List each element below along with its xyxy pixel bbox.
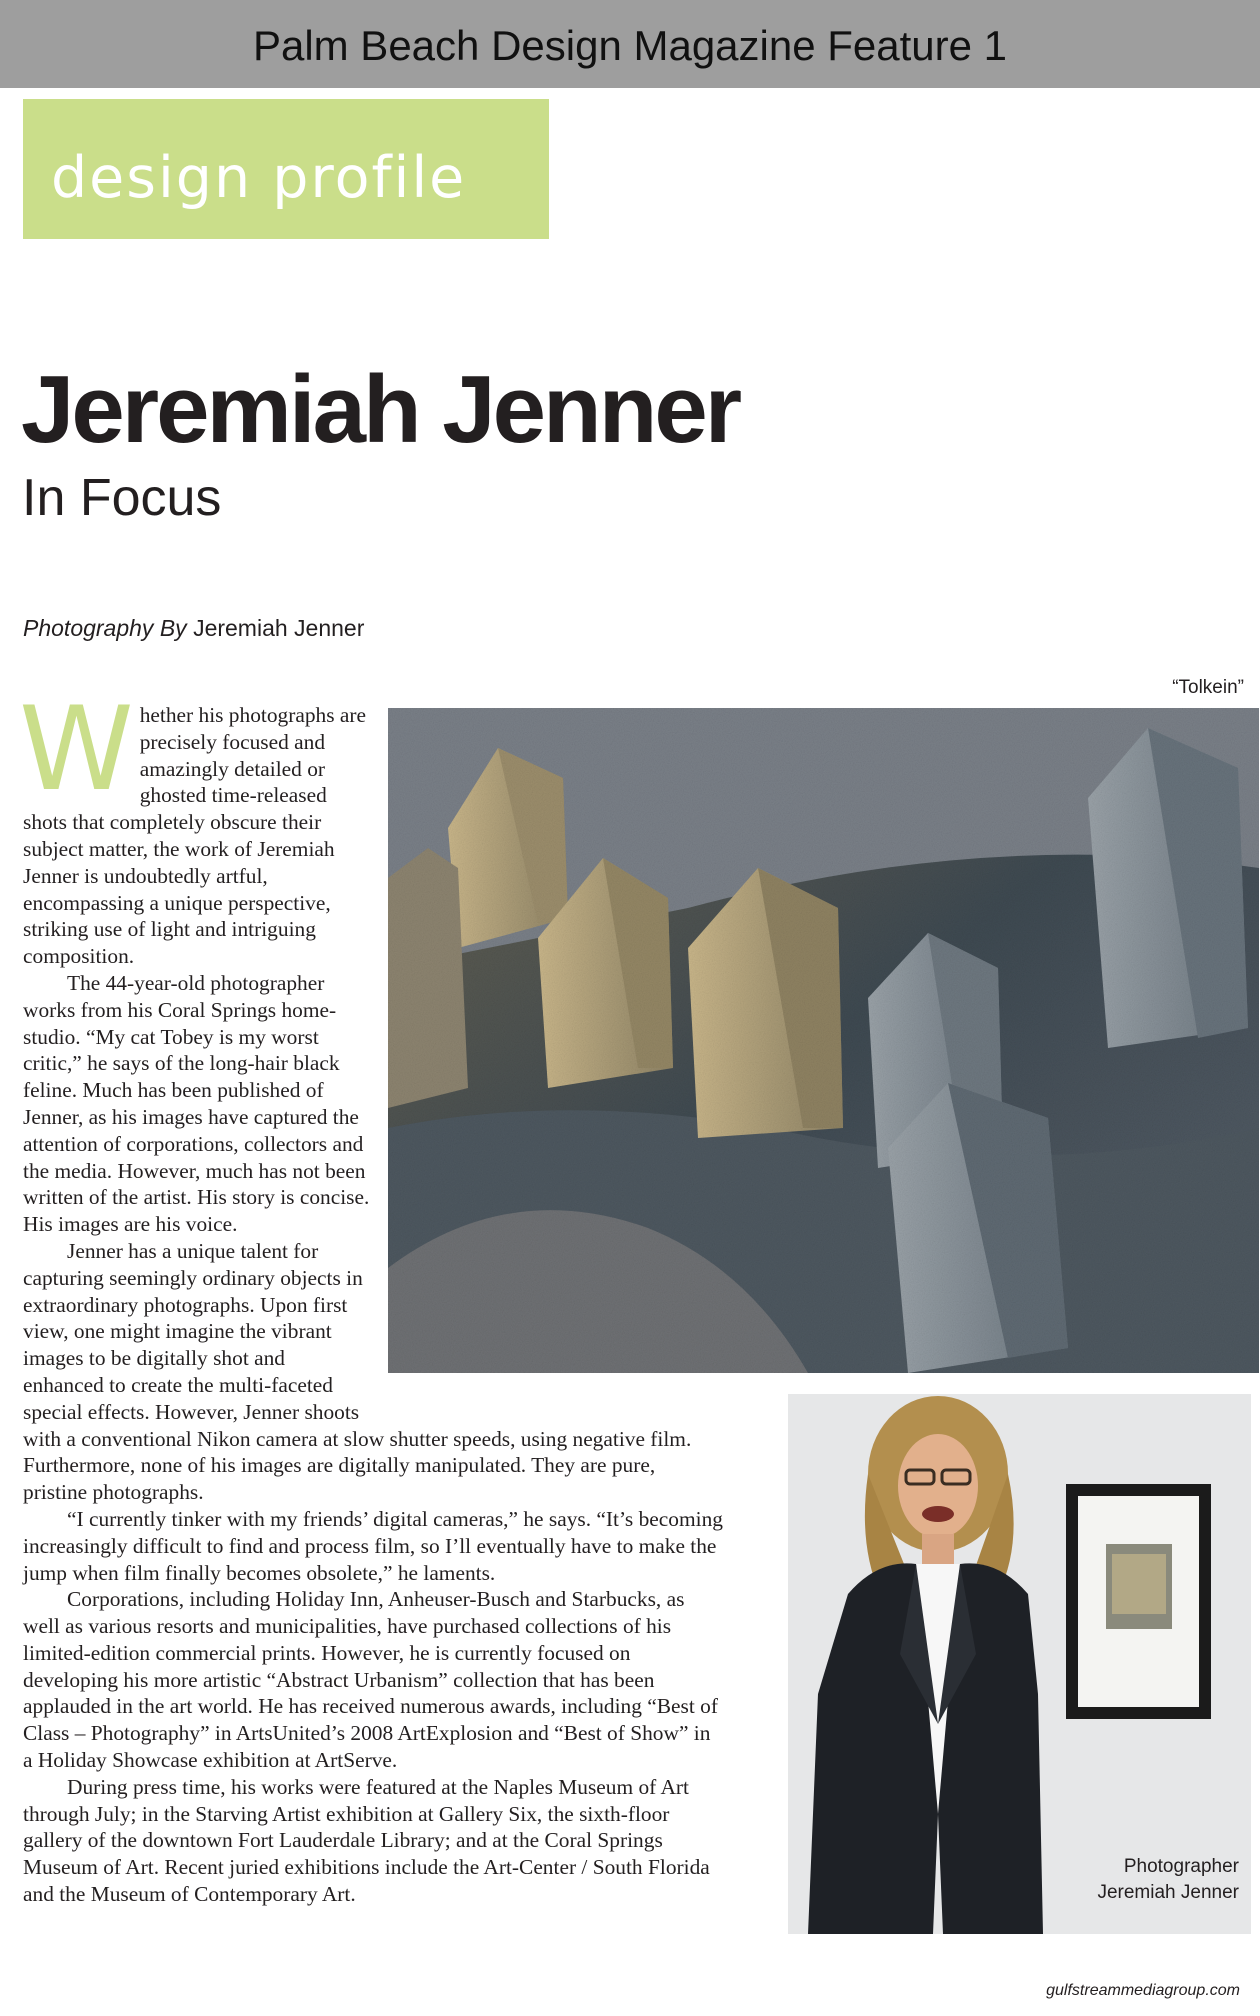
paragraph-2: The 44-year-old photographer works from his Coral Springs home-studio. “My cat Tobey is my worst critic,” he says of the long-hair black feline. Much has been published of Jenner, as his images have captured the attention of corporations, collectors and the media. However, much has not been written of the artist. His story is concise. His images are his voice. bbox=[23, 970, 370, 1237]
portrait-caption bbox=[1097, 1854, 1239, 1906]
header-bar bbox=[0, 0, 1260, 88]
paragraph-1-text: hether his photographs are precisely focused and amazingly detailed or ghosted time-released shots that completely obscure their subject matter, the work of Jeremiah Jenner is undoubtedly artful, encompassing a unique perspective, striking use of light and intriguing composition. bbox=[23, 703, 367, 969]
article-body bbox=[19, 682, 723, 1908]
photo-credit bbox=[23, 615, 364, 642]
photo-credit-label: Photography By bbox=[23, 615, 187, 641]
portrait-caption-line2: Jeremiah Jenner bbox=[1097, 1882, 1239, 1903]
drop-cap: W bbox=[19, 682, 134, 817]
section-band bbox=[23, 99, 549, 239]
paragraph-5: Corporations, including Holiday Inn, Anheuser-Busch and Starbucks, as well as various resorts and municipalities, have purchased collections of his limited-edition commercial prints. However, he is currently focused on developing his more artistic “Abstract Urbanism” collection that has been applauded in the art world. He has received numerous awards, including “Best of Class – Photography” in ArtsUnited’s 2008 ArtExplosion and “Best of Show” in a Holiday Showcase exhibition at ArtServe. bbox=[23, 1587, 718, 1773]
portrait-caption-line1: Photographer bbox=[1123, 1856, 1239, 1877]
photographer-portrait bbox=[788, 1394, 1251, 1934]
photo-caption-tolkein: “Tolkein” bbox=[1172, 677, 1244, 698]
paragraph-3: Jenner has a unique talent for capturing seemingly ordinary objects in extraordinary photographs. Upon first view, one might imagine the vibrant images to be digitally shot and enhanced to create the multi-faceted special effects. However, Jenner shoots with a conventional Nikon camera at slow shutter speeds, using negative film. Furthermore, none of his images are digitally manipulated. They are pure, pristine photographs. bbox=[23, 1238, 692, 1505]
article-subhead: In Focus bbox=[22, 469, 222, 527]
section-label: design profile bbox=[51, 145, 467, 211]
paragraph-6: During press time, his works were featured at the Naples Museum of Art through July; in the Starving Artist exhibition at Gallery Six, the sixth-floor gallery of the downtown Fort Lauderdale Library; and at the Coral Springs Museum of Art. Recent juried exhibitions include the Art-Center / South Florida and the Museum of Contemporary Art. bbox=[23, 1774, 710, 1907]
paragraph-4: “I currently tinker with my friends’ digital cameras,” he says. “It’s becoming increasingly difficult to find and process film, so I’ll eventually have to make the jump when film finally becomes obsolete,” he laments. bbox=[23, 1506, 723, 1585]
article-headline: Jeremiah Jenner bbox=[21, 356, 740, 463]
page-title: Palm Beach Design Magazine Feature 1 bbox=[252, 22, 1008, 69]
photo-credit-name: Jeremiah Jenner bbox=[193, 615, 365, 641]
footer-url: gulfstreammediagroup.com bbox=[1046, 1982, 1240, 1999]
